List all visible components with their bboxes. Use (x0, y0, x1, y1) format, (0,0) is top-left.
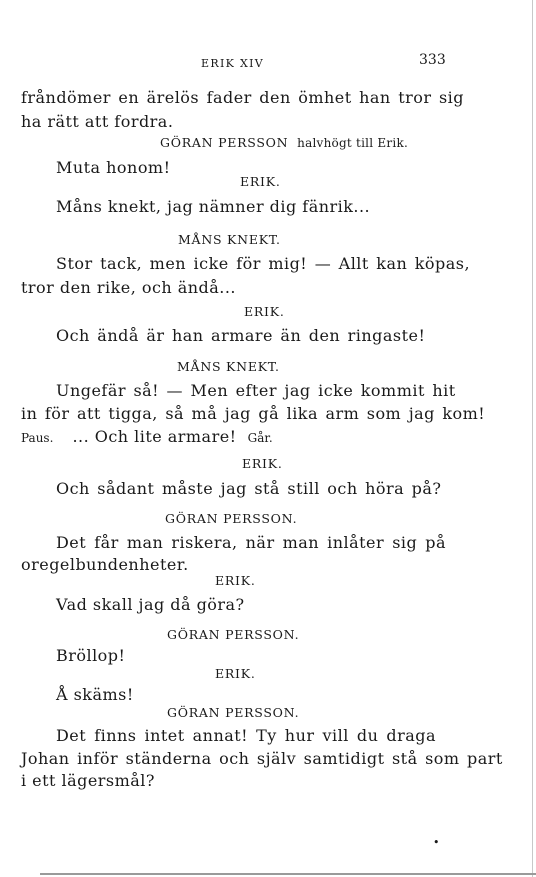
speaker-name: GÖRAN PERSSON. (167, 627, 300, 642)
speaker-name: ERIK. (244, 304, 285, 319)
dialogue-line: ha rätt att fordra. (21, 112, 174, 131)
dialogue-line: Ungefär så! — Men efter jag icke kommit hit (56, 381, 456, 400)
speaker-name: GÖRAN PERSSON. (165, 511, 298, 526)
speaker-name: GÖRAN PERSSON. (167, 705, 300, 720)
dialogue-line: i ett lägersmål? (21, 771, 155, 790)
dialogue-line (21, 429, 273, 445)
page-edge-right (532, 0, 533, 877)
stage-direction: Går. (247, 431, 273, 445)
dialogue-line: Bröllop! (56, 646, 126, 665)
running-header: ERIK XIV (201, 57, 265, 70)
dialogue-line: tror den rike, och ändå... (21, 278, 236, 297)
speaker-name: ERIK. (240, 174, 281, 189)
stage-direction: halvhögt till Erik. (297, 136, 409, 150)
dialogue-line: Det får man riskera, när man inlåter sig på (56, 533, 446, 552)
dialogue-text: ... Och lite armare! (72, 427, 237, 446)
dialogue-line: fråndömer en ärelös fader den ömhet han tror sig (21, 88, 464, 107)
speaker-name: MÅNS KNEKT. (177, 359, 280, 374)
stage-direction: Paus. (21, 431, 54, 445)
page-number: 333 (419, 52, 446, 68)
dialogue-line: Stor tack, men icke för mig! — Allt kan köpas, (56, 254, 471, 273)
dialogue-line: oregelbundenheter. (21, 555, 189, 574)
page-edge-bottom (40, 873, 536, 875)
printer-mark: • (433, 836, 440, 849)
speaker-name: ERIK. (215, 666, 256, 681)
speaker-name: MÅNS KNEKT. (178, 232, 281, 247)
dialogue-line: Muta honom! (56, 158, 171, 177)
dialogue-line: Och ändå är han armare än den ringaste! (56, 326, 426, 345)
speaker-name (160, 137, 408, 150)
dialogue-line: in för att tigga, så må jag gå lika arm som jag kom! (21, 404, 486, 423)
dialogue-line: Det finns intet annat! Ty hur vill du draga (56, 726, 436, 745)
speaker-label: GÖRAN PERSSON (160, 135, 289, 150)
speaker-name: ERIK. (242, 456, 283, 471)
speaker-name: ERIK. (215, 573, 256, 588)
dialogue-line: Vad skall jag då göra? (56, 595, 245, 614)
dialogue-line: Och sådant måste jag stå still och höra på? (56, 479, 442, 498)
dialogue-line: Johan inför ständerna och själv samtidigt stå som part (21, 749, 503, 768)
dialogue-line: Måns knekt, jag nämner dig fänrik... (56, 197, 371, 216)
dialogue-line: Å skäms! (56, 685, 134, 704)
